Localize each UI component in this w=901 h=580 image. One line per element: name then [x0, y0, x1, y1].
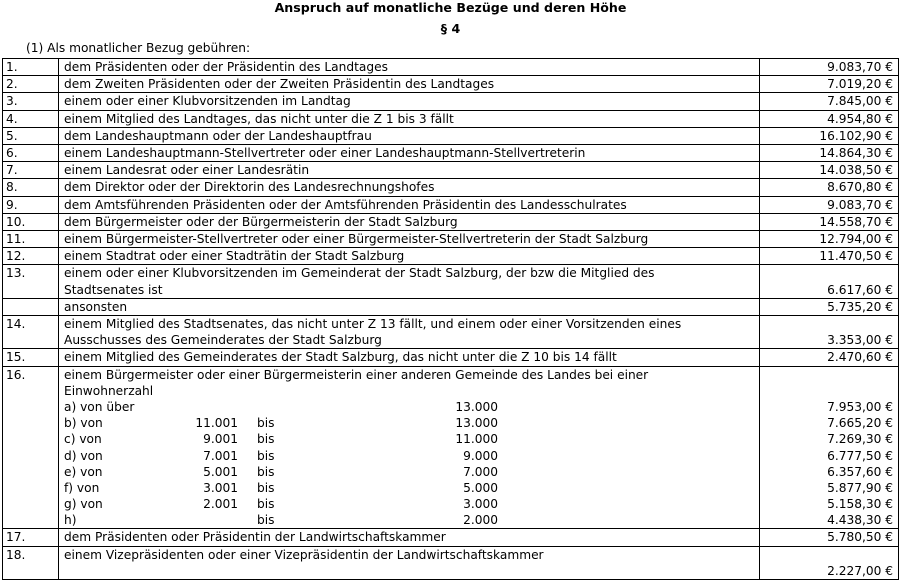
row-description: dem Landeshauptmann oder der Landeshauptfrau: [59, 127, 760, 144]
table-row: [3, 110, 899, 127]
bracket-label: f) von: [64, 480, 100, 495]
row-text-line: einem oder einer Klubvorsitzenden im Gemeinderat der Stadt Salzburg, der bzw die Mitglied des: [64, 266, 655, 281]
bracket-label: c) von: [64, 432, 102, 447]
row-number: 7.: [3, 162, 59, 179]
row-description: einem Mitglied des Landtages, das nicht unter die Z 1 bis 3 fällt: [59, 110, 760, 127]
row-number: 18.: [3, 546, 59, 579]
row-amount: 5.780,50 €: [760, 529, 899, 546]
row-number: 9.: [3, 196, 59, 213]
bracket-to: 2.000: [463, 513, 498, 528]
row-amount: 14.864,30 €: [760, 145, 899, 162]
bracket-bis: bis: [257, 448, 275, 463]
row-number: 6.: [3, 145, 59, 162]
bracket-label: g) von: [64, 497, 103, 512]
row-description: einem Landeshauptmann-Stellvertreter oder einer Landeshauptmann-Stellvertreterin: [59, 145, 760, 162]
row-text-spacer: [64, 563, 756, 579]
row-text-line: einem Vizepräsidenten oder einer Vizepräsidentin der Landwirtschaftskammer: [64, 547, 544, 562]
row-number: 15.: [3, 349, 59, 366]
table-row-13: [3, 265, 899, 298]
row-amount: 8.670,80 €: [760, 179, 899, 196]
table-row: [3, 76, 899, 93]
document-title: Anspruch auf monatliche Bezüge und deren Höhe: [274, 0, 627, 15]
bracket-line: [64, 399, 756, 415]
row-text-line: Stadtsenates ist: [64, 282, 163, 297]
bracket-to: 3.000: [463, 497, 498, 512]
row-number: 17.: [3, 529, 59, 546]
bracket-line: [64, 431, 756, 447]
row-description: dem Präsidenten oder der Präsidentin des Landtages: [59, 59, 760, 76]
bracket-to: 11.000: [455, 432, 498, 447]
row-text-line: einem Mitglied des Stadtsenates, das nicht unter Z 13 fällt, und einem oder einer Vorsitzenden eines: [64, 317, 682, 332]
bracket-amount: 6.357,60 €: [827, 464, 893, 479]
row-amount: 14.038,50 €: [760, 162, 899, 179]
table-row: [3, 127, 899, 144]
bracket-from: 2.001: [203, 497, 238, 512]
table-row-17: [3, 529, 899, 546]
bracket-amount: 7.953,00 €: [827, 399, 893, 414]
bracket-bis: bis: [257, 497, 275, 512]
bracket-label: b) von: [64, 416, 103, 431]
bracket-label: e) von: [64, 464, 103, 479]
row-number: 4.: [3, 110, 59, 127]
bracket-line: [64, 496, 756, 512]
bracket-amount: 7.665,20 €: [827, 416, 893, 431]
row-amount: 2.470,60 €: [760, 349, 899, 366]
bracket-to: 13.000: [455, 399, 498, 414]
row-description: dem Präsidenten oder Präsidentin der Landwirtschaftskammer: [59, 529, 760, 546]
bracket-to: 7.000: [463, 464, 498, 479]
bracket-from: 3.001: [203, 480, 238, 495]
bracket-line: [64, 448, 756, 464]
table-row: [3, 145, 899, 162]
salary-table: [2, 58, 899, 580]
table-row-16: [3, 366, 899, 529]
row-text-line: Einwohnerzahl: [64, 383, 154, 398]
table-row-13-else: [3, 298, 899, 315]
table-row: [3, 93, 899, 110]
row-description: [59, 265, 760, 298]
table-row-14: [3, 316, 899, 349]
row-description: [59, 316, 760, 349]
table-row: [3, 59, 899, 76]
table-row-18: [3, 546, 899, 579]
row-number: 5.: [3, 127, 59, 144]
row-amount: 5.735,20 €: [760, 298, 899, 315]
bracket-label: a) von über: [64, 399, 135, 414]
bracket-bis: bis: [257, 513, 275, 528]
row-amount: 6.617,60 €: [760, 265, 899, 298]
row-amount: 4.954,80 €: [760, 110, 899, 127]
row-description: dem Bürgermeister oder der Bürgermeisterin der Stadt Salzburg: [59, 213, 760, 230]
row-number: 10.: [3, 213, 59, 230]
bracket-amount: 7.269,30 €: [827, 432, 893, 447]
row-description: einem Bürgermeister-Stellvertreter oder einer Bürgermeister-Stellvertreterin der Stadt Salzburg: [59, 231, 760, 248]
row-number: 16.: [3, 366, 59, 529]
row-number: 8.: [3, 179, 59, 196]
row-amount: 2.227,00 €: [760, 546, 899, 579]
row-number-empty: [3, 298, 59, 315]
row-description: [59, 366, 760, 529]
row-amount: 9.083,70 €: [760, 196, 899, 213]
bracket-to: 13.000: [455, 416, 498, 431]
row-amounts: [760, 366, 899, 529]
bracket-line: [64, 415, 756, 431]
bracket-line: [64, 512, 756, 528]
row-description: einem oder einer Klubvorsitzenden im Landtag: [59, 93, 760, 110]
row-description: dem Direktor oder der Direktorin des Landesrechnungshofes: [59, 179, 760, 196]
row-number: 1.: [3, 59, 59, 76]
row-amount: 7.845,00 €: [760, 93, 899, 110]
row-amount: 7.019,20 €: [760, 76, 899, 93]
bracket-bis: bis: [257, 432, 275, 447]
table-row-15: [3, 349, 899, 366]
row-description: ansonsten: [59, 298, 760, 315]
population-brackets: [64, 399, 756, 529]
table-row: [3, 179, 899, 196]
row-description: einem Mitglied des Gemeinderates der Stadt Salzburg, das nicht unter die Z 10 bis 14 fällt: [59, 349, 760, 366]
row-amount: 11.470,50 €: [760, 248, 899, 265]
bracket-bis: bis: [257, 416, 275, 431]
table-row: [3, 196, 899, 213]
section-heading: § 4: [440, 21, 461, 36]
row-amount: 9.083,70 €: [760, 59, 899, 76]
bracket-amount: 4.438,30 €: [827, 513, 893, 528]
row-description: [59, 546, 760, 579]
bracket-from: 5.001: [203, 464, 238, 479]
row-description: dem Zweiten Präsidenten oder der Zweiten Präsidentin des Landtages: [59, 76, 760, 93]
row-amount: 16.102,90 €: [760, 127, 899, 144]
row-amount: 14.558,70 €: [760, 213, 899, 230]
row-amount: 12.794,00 €: [760, 231, 899, 248]
simple-rows: [3, 59, 899, 265]
row-number: 13.: [3, 265, 59, 298]
intro-text: (1) Als monatlicher Bezug gebühren:: [26, 41, 251, 55]
bracket-from: 11.001: [195, 416, 238, 431]
row-text-line: Ausschusses des Gemeinderates der Stadt Salzburg: [64, 333, 382, 348]
row-number: 2.: [3, 76, 59, 93]
row-description: einem Landesrat oder einer Landesrätin: [59, 162, 760, 179]
bracket-bis: bis: [257, 464, 275, 479]
bracket-amount: 5.158,30 €: [827, 497, 893, 512]
row-text-line: einem Bürgermeister oder einer Bürgermeisterin einer anderen Gemeinde des Landes bei einer: [64, 367, 649, 382]
row-amount: 3.353,00 €: [760, 316, 899, 349]
bracket-amounts: [765, 399, 893, 529]
bracket-label: h): [64, 513, 77, 528]
complex-rows: [3, 265, 899, 580]
row-number: 3.: [3, 93, 59, 110]
row-description: dem Amtsführenden Präsidenten oder der Amtsführenden Präsidentin des Landesschulrates: [59, 196, 760, 213]
bracket-line: [64, 480, 756, 496]
bracket-line: [64, 464, 756, 480]
bracket-amount: 5.877,90 €: [827, 480, 893, 495]
table-row: [3, 162, 899, 179]
row-number: 11.: [3, 231, 59, 248]
row-number: 14.: [3, 316, 59, 349]
table-row: [3, 231, 899, 248]
bracket-bis: bis: [257, 480, 275, 495]
bracket-to: 5.000: [463, 480, 498, 495]
bracket-to: 9.000: [463, 448, 498, 463]
row-description: einem Stadtrat oder einer Stadträtin der Stadt Salzburg: [59, 248, 760, 265]
bracket-from: 7.001: [203, 448, 238, 463]
table-row: [3, 213, 899, 230]
bracket-label: d) von: [64, 448, 103, 463]
table-row: [3, 248, 899, 265]
bracket-from: 9.001: [203, 432, 238, 447]
bracket-amount: 6.777,50 €: [827, 448, 893, 463]
row-number: 12.: [3, 248, 59, 265]
